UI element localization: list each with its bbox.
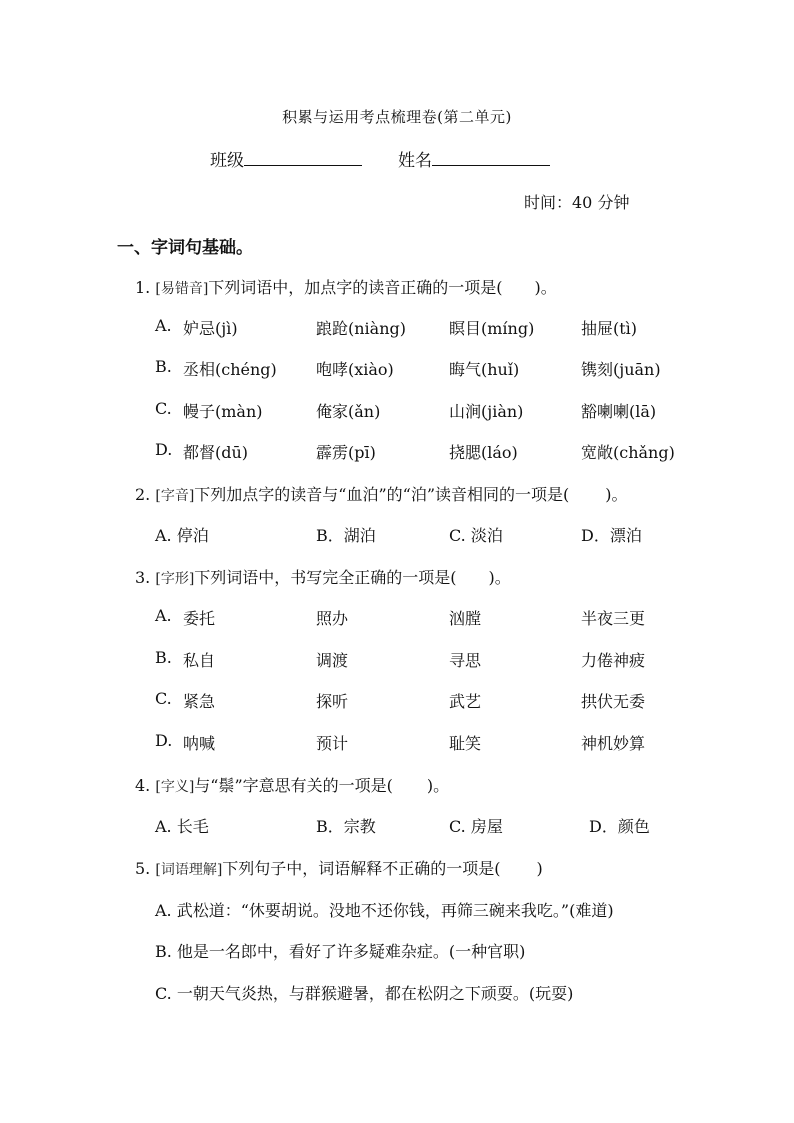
q1-option-c-item: 幔子(màn) [183, 402, 263, 421]
q5-option-b[interactable]: B. 他是一名郎中，看好了许多疑难杂症。(一种官职) [155, 942, 526, 961]
question-number: 3. [135, 568, 151, 587]
q3-option-b-item: 私自 [183, 651, 216, 670]
q5-option-c[interactable]: C. 一朝天气炎热，与群猴避暑，都在松阴之下顽耍。(玩耍) [155, 984, 574, 1003]
q1-option-d-item: 霹雳(pī) [316, 443, 376, 462]
q3-option-b-item: 调渡 [316, 651, 349, 670]
question-number: 5. [135, 859, 151, 878]
question-number: 4. [135, 776, 151, 795]
q1-option-c-item: 山涧(jiàn) [449, 402, 524, 421]
q3-option-d-item: 神机妙算 [581, 734, 646, 753]
q1-option-c-letter[interactable]: C. [155, 399, 172, 418]
q1-option-a-letter[interactable]: A. [155, 316, 172, 335]
q1-option-d-letter[interactable]: D. [155, 440, 173, 459]
q3-option-a-letter[interactable]: A. [155, 606, 172, 625]
q4-option-c[interactable]: C. 房屋 [449, 817, 503, 836]
question-3 [135, 565, 511, 588]
question-tag: [易错音] [155, 281, 209, 297]
question-end: )。 [488, 568, 511, 587]
question-stem: 与“鬃”字意思有关的一项是( [194, 776, 393, 795]
question-tag: [词语理解] [155, 862, 223, 878]
q1-option-b-item: 镌刻(juān) [581, 360, 661, 379]
question-stem: 下列加点字的读音与“血泊”的“泊”读音相同的一项是( [194, 485, 570, 504]
q1-option-a-item: 妒忌(jì) [183, 319, 238, 338]
q3-option-c-item: 探听 [316, 692, 349, 711]
question-end: )。 [605, 485, 628, 504]
q3-option-d-item: 耻笑 [449, 734, 482, 753]
time-limit: 时间：40 分钟 [524, 193, 630, 212]
q3-option-a-item: 委托 [183, 609, 216, 628]
q3-option-c-item: 紧急 [183, 692, 216, 711]
q1-option-a-item: 瞑目(míng) [449, 319, 535, 338]
class-blank[interactable] [244, 147, 362, 166]
q1-option-a-item: 踉跄(niàng) [316, 319, 406, 338]
name-field [398, 146, 550, 171]
question-end: )。 [534, 278, 557, 297]
q1-option-a-item: 抽屉(tì) [581, 319, 638, 338]
q2-option-b[interactable]: B．湖泊 [316, 526, 376, 545]
q3-option-d-item: 呐喊 [183, 734, 216, 753]
section-heading: 一、字词句基础。 [117, 238, 253, 258]
q3-option-a-item: 照办 [316, 609, 349, 628]
q3-option-d-item: 预计 [316, 734, 349, 753]
q1-option-c-item: 俺家(ǎn) [316, 402, 381, 421]
question-stem: 下列句子中，词语解释不正确的一项是( [222, 859, 501, 878]
q2-option-a[interactable]: A. 停泊 [155, 526, 209, 545]
q1-option-b-letter[interactable]: B. [155, 357, 172, 376]
q1-option-c-item: 豁喇喇(lā) [581, 402, 657, 421]
q1-option-d-item: 宽敞(chǎng) [581, 443, 675, 462]
question-number: 2. [135, 485, 151, 504]
class-field [210, 146, 362, 171]
q3-option-c-letter[interactable]: C. [155, 689, 172, 708]
question-number: 1. [135, 278, 151, 297]
question-5 [135, 856, 543, 879]
q4-option-b[interactable]: B．宗教 [316, 817, 376, 836]
q4-option-a[interactable]: A. 长毛 [155, 817, 209, 836]
question-stem: 下列词语中，加点字的读音正确的一项是( [208, 278, 503, 297]
question-tag: [字音] [155, 488, 195, 504]
q3-option-b-item: 力倦神疲 [581, 651, 646, 670]
question-end: ) [536, 859, 543, 878]
q1-option-b-item: 咆哮(xiào) [316, 360, 394, 379]
q1-option-b-item: 丞相(chéng) [183, 360, 277, 379]
q1-option-b-item: 晦气(huǐ) [449, 360, 520, 379]
question-4 [135, 773, 449, 796]
q2-option-c[interactable]: C. 淡泊 [449, 526, 503, 545]
q3-option-a-item: 半夜三更 [581, 609, 646, 628]
q3-option-b-item: 寻思 [449, 651, 482, 670]
page-title: 积累与运用考点梳理卷(第二单元) [282, 108, 512, 126]
q5-option-a[interactable]: A. 武松道：“休要胡说。没地不还你钱，再筛三碗来我吃。”(难道) [155, 901, 614, 920]
q4-option-d[interactable]: D．颜色 [589, 817, 650, 836]
q3-option-a-item: 汹膛 [449, 609, 482, 628]
q1-option-d-item: 都督(dū) [183, 443, 249, 462]
q3-option-b-letter[interactable]: B. [155, 648, 172, 667]
q3-option-c-item: 拱伏无委 [581, 692, 646, 711]
question-end: )。 [426, 776, 450, 795]
question-tag: [字义] [155, 779, 195, 795]
q1-option-d-item: 挠腮(láo) [449, 443, 518, 462]
question-2 [135, 482, 628, 505]
q2-option-d[interactable]: D．漂泊 [581, 526, 642, 545]
q3-option-d-letter[interactable]: D. [155, 731, 173, 750]
q3-option-c-item: 武艺 [449, 692, 482, 711]
question-tag: [字形] [155, 571, 195, 587]
question-stem: 下列词语中，书写完全正确的一项是( [194, 568, 457, 587]
question-1 [135, 275, 557, 298]
name-blank[interactable] [432, 147, 550, 166]
name-label: 姓名 [398, 151, 432, 171]
class-label: 班级 [210, 151, 244, 171]
